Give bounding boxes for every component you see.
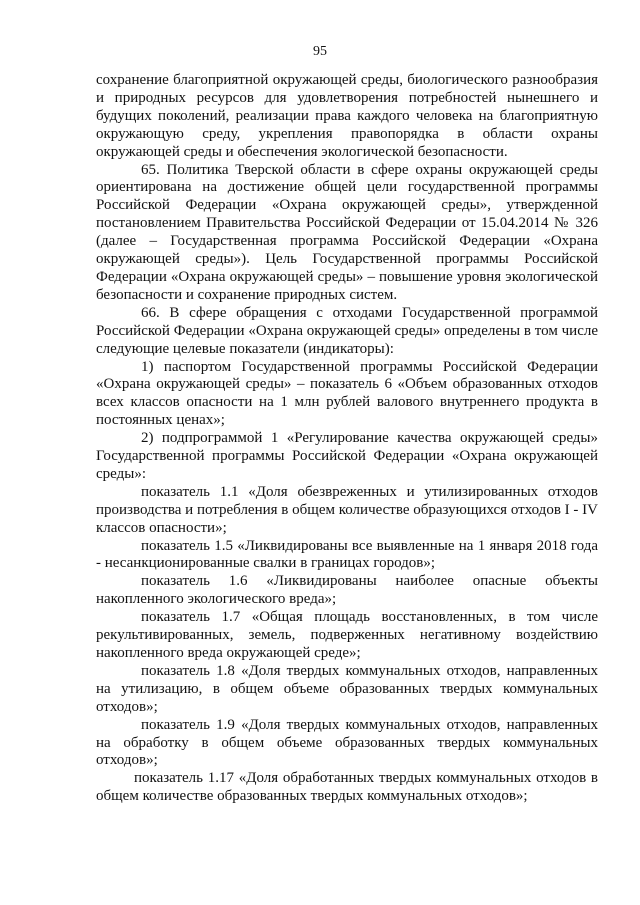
indicator-1-6: показатель 1.6 «Ликвидированы наиболее опасные объекты накопленного экологического вреда»; (96, 573, 598, 608)
list-item-1: 1) паспортом Государственной программы Российской Федерации «Охрана окружающей среды» – показатель 6 «Объем образованных отходов всех классов опасности на 1 млн рублей валового внутреннего продукта в постоянных ценах»; (96, 358, 598, 429)
indicator-1-9: показатель 1.9 «Доля твердых коммунальных отходов, направленных на обработку в общем объеме образованных твердых коммунальных отходов»; (96, 716, 598, 769)
page-number: 95 (313, 44, 327, 59)
paragraph-continuation: сохранение благоприятной окружающей среды, биологического разнообразия и природных ресурсов для удовлетворения потребностей нынешнего и будущих поколений, реализации права каждого человека на благоприятную окружающую среду, укрепления правопорядка в области охраны окружающей среды и обеспечения экологической безопасности. (96, 72, 598, 160)
list-item-2: 2) подпрограммой 1 «Регулирование качества окружающей среды» Государственной программы Российской Федерации «Охрана окружающей среды»: (96, 430, 598, 482)
paragraph-65: 65. Политика Тверской области в сфере охраны окружающей среды ориентирована на достижение общей цели государственной программы Российской Федерации «Охрана окружающей среды», утвержденной постановлением Правительства Российской Федерации от 15.04.2014 № 326 (далее – Государственная программа Российской Федерации «Охрана окружающей среды»). Цель Государственной программы Российской Федерации «Охрана окружающей среды» – повышение уровня экологической безопасности и сохранение природных систем. (96, 161, 598, 303)
indicator-1-1: показатель 1.1 «Доля обезвреженных и утилизированных отходов производства и потребления в общем количестве образующихся отходов I - IV классов опасности»; (96, 483, 598, 536)
paragraph-66: 66. В сфере обращения с отходами Государственной программой Российской Федерации «Охрана окружающей среды» определены в том числе следующие целевые показатели (индикаторы): (96, 304, 598, 357)
indicator-1-5: показатель 1.5 «Ликвидированы все выявленные на 1 января 2018 года - несанкционированные свалки в границах городов»; (96, 537, 598, 572)
indicator-1-8: показатель 1.8 «Доля твердых коммунальных отходов, направленных на утилизацию, в общем объеме образованных твердых коммунальных отходов»; (96, 662, 598, 715)
body-text (96, 72, 598, 806)
indicator-1-17: показатель 1.17 «Доля обработанных твердых коммунальных отходов в общем количестве образованных твердых коммунальных отходов»; (96, 770, 598, 805)
indicator-1-7: показатель 1.7 «Общая площадь восстановленных, в том числе рекультивированных, земель, подверженных негативному воздействию накопленного вреда окружающей среде»; (96, 609, 598, 661)
